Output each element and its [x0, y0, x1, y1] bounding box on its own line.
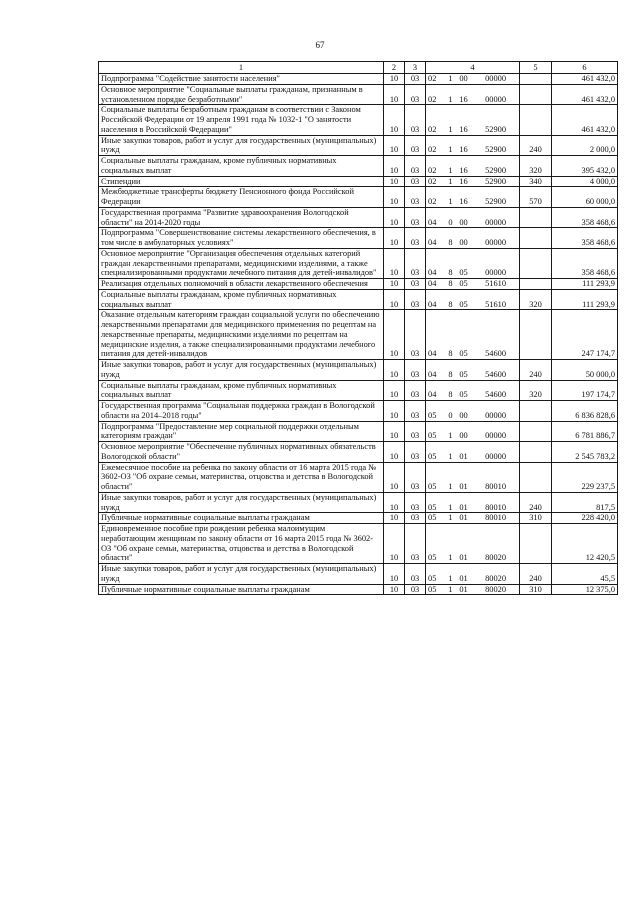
target-article-part: 00 [459, 238, 468, 247]
row-expense-type-code: 240 [520, 360, 552, 381]
target-article-part: 01 [459, 584, 468, 594]
target-article-part: 00 [459, 217, 468, 227]
target-article-part: 05 [459, 299, 468, 309]
row-subsection-code: 03 [405, 421, 426, 442]
target-article-part: 00000 [485, 451, 506, 461]
row-amount: 229 237,5 [552, 462, 618, 492]
row-section-code: 10 [384, 187, 405, 208]
table-row [99, 442, 618, 463]
target-article-part: 02 [428, 145, 437, 155]
row-subsection-code: 03 [405, 207, 426, 228]
row-section-code: 10 [384, 310, 405, 360]
row-name: Основное мероприятие "Организация обеспечения отдельных категорий граждан лекарственными препаратами, медицинскими изделиями, а также специализированными продуктами лечебного питания для детей-инвалидов" [99, 248, 384, 278]
target-article-part: 1 [448, 197, 453, 206]
row-name: Иные закупки товаров, работ и услуг для государственных (муниципальных) нужд [99, 360, 384, 381]
row-target-article-code [426, 176, 520, 187]
row-section-code: 10 [384, 279, 405, 290]
row-name: Иные закупки товаров, работ и услуг для государственных (муниципальных) нужд [99, 564, 384, 585]
row-amount: 45,5 [552, 564, 618, 585]
target-article-part: 52900 [485, 124, 506, 134]
row-name: Реализация отдельных полномочий в области лекарственного обеспечения [99, 279, 384, 290]
row-expense-type-code [520, 401, 552, 422]
target-article-part: 04 [428, 349, 437, 359]
target-article-part: 52900 [485, 145, 506, 155]
row-subsection-code: 03 [405, 513, 426, 524]
row-amount: 247 174,7 [552, 310, 618, 360]
target-article-part: 05 [428, 584, 437, 594]
target-article-part: 16 [459, 176, 468, 186]
target-article-part: 00 [459, 410, 468, 420]
column-header: 5 [520, 62, 552, 74]
target-article-part: 04 [428, 217, 437, 227]
target-article-part: 1 [448, 124, 453, 134]
row-name: Подпрограмма "Предоставление мер социальной поддержки отдельным категориям граждан" [99, 421, 384, 442]
target-article-part: 05 [428, 431, 437, 441]
row-section-code: 10 [384, 74, 405, 85]
row-subsection-code: 03 [405, 74, 426, 85]
table-row [99, 289, 618, 310]
target-article-part: 05 [428, 513, 437, 523]
row-expense-type-code [520, 279, 552, 290]
column-header: 2 [384, 62, 405, 74]
row-subsection-code: 03 [405, 84, 426, 105]
column-header: 1 [99, 62, 384, 74]
row-section-code: 10 [384, 421, 405, 442]
row-name: Стипендии [99, 176, 384, 187]
target-article-part: 1 [448, 553, 453, 563]
row-section-code: 10 [384, 360, 405, 381]
row-target-article-code [426, 421, 520, 442]
table-row [99, 74, 618, 85]
row-subsection-code: 03 [405, 289, 426, 310]
row-name: Единовременное пособие при рождении ребенка малоимущим неработающим женщинам по закону области от 16 марта 2015 года № 3602-ОЗ "Об охране семьи, материнства, отцовства и детства в Вологодской области" [99, 524, 384, 564]
target-article-part: 05 [459, 279, 468, 288]
table-row [99, 248, 618, 278]
target-article-part: 05 [428, 482, 437, 491]
target-article-part: 01 [459, 451, 468, 461]
row-name: Социальные выплаты безработным гражданам в соответствии с Законом Российской Федерации от 19 апреля 1991 года № 1032-1 "О занятости населения в Российской Федерации" [99, 105, 384, 135]
target-article-part: 8 [448, 390, 453, 400]
row-expense-type-code [520, 228, 552, 249]
row-section-code: 10 [384, 492, 405, 513]
row-name: Иные закупки товаров, работ и услуг для государственных (муниципальных) нужд [99, 135, 384, 156]
row-expense-type-code: 320 [520, 380, 552, 401]
table-row [99, 492, 618, 513]
table-row [99, 584, 618, 595]
target-article-part: 05 [428, 573, 437, 583]
row-section-code: 10 [384, 207, 405, 228]
row-target-article-code [426, 207, 520, 228]
row-target-article-code [426, 442, 520, 463]
row-name: Ежемесячное пособие на ребенка по закону области от 16 марта 2015 года № 3602-ОЗ "Об охране семьи, материнства, отцовства и детства в Вологодской области" [99, 462, 384, 492]
row-amount: 12 375,0 [552, 584, 618, 595]
row-section-code: 10 [384, 135, 405, 156]
row-expense-type-code [520, 207, 552, 228]
row-section-code: 10 [384, 176, 405, 187]
target-article-part: 16 [459, 124, 468, 134]
row-name: Подпрограмма "Совершенствование системы лекарственного обеспечения, в том числе в амбулаторных условиях" [99, 228, 384, 249]
table-row [99, 360, 618, 381]
row-name: Социальные выплаты гражданам, кроме публичных нормативных социальных выплат [99, 156, 384, 177]
table-row [99, 524, 618, 564]
target-article-part: 05 [428, 451, 437, 461]
table-row [99, 564, 618, 585]
table-row [99, 187, 618, 208]
row-amount: 358 468,6 [552, 228, 618, 249]
row-expense-type-code: 570 [520, 187, 552, 208]
row-section-code: 10 [384, 84, 405, 105]
target-article-part: 00000 [485, 410, 506, 420]
target-article-part: 05 [459, 369, 468, 379]
target-article-part: 04 [428, 279, 437, 288]
row-amount: 197 174,7 [552, 380, 618, 401]
target-article-part: 8 [448, 238, 453, 247]
target-article-part: 02 [428, 197, 437, 206]
target-article-part: 05 [459, 268, 468, 278]
row-amount: 358 468,6 [552, 248, 618, 278]
row-name: Социальные выплаты гражданам, кроме публичных нормативных социальных выплат [99, 289, 384, 310]
target-article-part: 04 [428, 238, 437, 247]
row-name: Публичные нормативные социальные выплаты гражданам [99, 513, 384, 524]
row-name: Государственная программа "Развитие здравоохранения Вологодской области" на 2014-2020 годы [99, 207, 384, 228]
target-article-part: 51610 [485, 279, 506, 288]
row-expense-type-code: 340 [520, 176, 552, 187]
target-article-part: 8 [448, 299, 453, 309]
row-subsection-code: 03 [405, 564, 426, 585]
row-target-article-code [426, 462, 520, 492]
row-amount: 817,5 [552, 492, 618, 513]
row-subsection-code: 03 [405, 176, 426, 187]
row-expense-type-code [520, 248, 552, 278]
row-subsection-code: 03 [405, 279, 426, 290]
target-article-part: 80010 [485, 502, 506, 512]
target-article-part: 1 [448, 94, 453, 104]
target-article-part: 00 [459, 74, 468, 83]
target-article-part: 1 [448, 451, 453, 461]
target-article-part: 05 [428, 553, 437, 563]
table-row [99, 135, 618, 156]
row-subsection-code: 03 [405, 156, 426, 177]
row-target-article-code [426, 513, 520, 524]
target-article-part: 1 [448, 573, 453, 583]
target-article-part: 00000 [485, 217, 506, 227]
target-article-part: 04 [428, 369, 437, 379]
row-expense-type-code [520, 310, 552, 360]
row-expense-type-code [520, 105, 552, 135]
target-article-part: 0 [448, 410, 453, 420]
row-name: Иные закупки товаров, работ и услуг для государственных (муниципальных) нужд [99, 492, 384, 513]
row-section-code: 10 [384, 228, 405, 249]
row-expense-type-code [520, 524, 552, 564]
target-article-part: 80020 [485, 573, 506, 583]
target-article-part: 05 [428, 410, 437, 420]
row-amount: 4 000,0 [552, 176, 618, 187]
row-expense-type-code: 310 [520, 513, 552, 524]
row-subsection-code: 03 [405, 584, 426, 595]
target-article-part: 00 [459, 431, 468, 441]
row-amount: 395 432,0 [552, 156, 618, 177]
target-article-part: 80020 [485, 584, 506, 594]
row-subsection-code: 03 [405, 105, 426, 135]
row-section-code: 10 [384, 401, 405, 422]
row-expense-type-code: 240 [520, 564, 552, 585]
row-amount: 60 000,0 [552, 187, 618, 208]
row-expense-type-code: 240 [520, 492, 552, 513]
target-article-part: 05 [459, 390, 468, 400]
table-row [99, 105, 618, 135]
target-article-part: 54600 [485, 390, 506, 400]
budget-table [98, 61, 618, 595]
row-subsection-code: 03 [405, 135, 426, 156]
row-target-article-code [426, 401, 520, 422]
row-subsection-code: 03 [405, 492, 426, 513]
row-section-code: 10 [384, 462, 405, 492]
row-amount: 111 293,9 [552, 279, 618, 290]
row-target-article-code [426, 248, 520, 278]
target-article-part: 04 [428, 299, 437, 309]
target-article-part: 1 [448, 431, 453, 441]
row-amount: 6 836 828,6 [552, 401, 618, 422]
target-article-part: 0 [448, 217, 453, 227]
target-article-part: 04 [428, 390, 437, 400]
row-target-article-code [426, 380, 520, 401]
row-expense-type-code: 240 [520, 135, 552, 156]
row-section-code: 10 [384, 442, 405, 463]
row-subsection-code: 03 [405, 228, 426, 249]
table-row [99, 176, 618, 187]
target-article-part: 02 [428, 94, 437, 104]
row-expense-type-code [520, 442, 552, 463]
table-row [99, 228, 618, 249]
target-article-part: 52900 [485, 165, 506, 175]
target-article-part: 00000 [485, 74, 506, 83]
table-row [99, 462, 618, 492]
row-expense-type-code: 320 [520, 289, 552, 310]
page-number: 67 [315, 40, 325, 50]
row-expense-type-code [520, 84, 552, 105]
row-amount: 12 420,5 [552, 524, 618, 564]
row-subsection-code: 03 [405, 187, 426, 208]
table-row [99, 207, 618, 228]
row-subsection-code: 03 [405, 442, 426, 463]
table-row [99, 279, 618, 290]
target-article-part: 1 [448, 145, 453, 155]
column-header: 3 [405, 62, 426, 74]
row-amount: 6 781 886,7 [552, 421, 618, 442]
target-article-part: 02 [428, 74, 437, 83]
row-target-article-code [426, 187, 520, 208]
table-row [99, 421, 618, 442]
row-target-article-code [426, 228, 520, 249]
target-article-part: 05 [428, 502, 437, 512]
row-expense-type-code [520, 421, 552, 442]
target-article-part: 54600 [485, 349, 506, 359]
header-row [99, 62, 618, 74]
row-amount: 358 468,6 [552, 207, 618, 228]
row-amount: 2 000,0 [552, 135, 618, 156]
row-target-article-code [426, 524, 520, 564]
row-expense-type-code [520, 462, 552, 492]
target-article-part: 01 [459, 502, 468, 512]
target-article-part: 16 [459, 94, 468, 104]
row-amount: 228 420,0 [552, 513, 618, 524]
table-row [99, 84, 618, 105]
target-article-part: 8 [448, 369, 453, 379]
target-article-part: 01 [459, 573, 468, 583]
target-article-part: 1 [448, 502, 453, 512]
row-expense-type-code: 310 [520, 584, 552, 595]
row-name: Подпрограмма "Содействие занятости населения" [99, 74, 384, 85]
target-article-part: 02 [428, 124, 437, 134]
row-subsection-code: 03 [405, 462, 426, 492]
row-subsection-code: 03 [405, 310, 426, 360]
target-article-part: 00000 [485, 238, 506, 247]
target-article-part: 8 [448, 279, 453, 288]
row-section-code: 10 [384, 248, 405, 278]
row-section-code: 10 [384, 105, 405, 135]
row-section-code: 10 [384, 584, 405, 595]
row-name: Основное мероприятие "Социальные выплаты гражданам, признанным в установленном порядке безработными" [99, 84, 384, 105]
target-article-part: 01 [459, 513, 468, 523]
row-section-code: 10 [384, 156, 405, 177]
target-article-part: 04 [428, 268, 437, 278]
row-target-article-code [426, 135, 520, 156]
target-article-part: 01 [459, 482, 468, 491]
target-article-part: 02 [428, 176, 437, 186]
target-article-part: 05 [459, 349, 468, 359]
target-article-part: 16 [459, 197, 468, 206]
row-section-code: 10 [384, 380, 405, 401]
target-article-part: 8 [448, 349, 453, 359]
table-row [99, 401, 618, 422]
target-article-part: 52900 [485, 197, 506, 206]
target-article-part: 52900 [485, 176, 506, 186]
row-target-article-code [426, 84, 520, 105]
column-header: 4 [426, 62, 520, 74]
target-article-part: 16 [459, 165, 468, 175]
row-section-code: 10 [384, 289, 405, 310]
row-amount: 2 545 783,2 [552, 442, 618, 463]
row-target-article-code [426, 105, 520, 135]
target-article-part: 54600 [485, 369, 506, 379]
table-row [99, 380, 618, 401]
row-amount: 461 432,0 [552, 84, 618, 105]
row-name: Оказание отдельным категориям граждан социальной услуги по обеспечению лекарственными препаратами для медицинского применения по рецептам на лекарственные препараты, медицинскими изделиями по рецептам на медицинские изделия, а также специализированными продуктами лечебного питания для детей-инвалидов [99, 310, 384, 360]
target-article-part: 80020 [485, 553, 506, 563]
row-target-article-code [426, 360, 520, 381]
row-target-article-code [426, 492, 520, 513]
row-subsection-code: 03 [405, 524, 426, 564]
target-article-part: 51610 [485, 299, 506, 309]
row-amount: 111 293,9 [552, 289, 618, 310]
target-article-part: 1 [448, 165, 453, 175]
table-row [99, 310, 618, 360]
row-section-code: 10 [384, 513, 405, 524]
row-target-article-code [426, 289, 520, 310]
row-subsection-code: 03 [405, 248, 426, 278]
row-amount: 461 432,0 [552, 105, 618, 135]
row-target-article-code [426, 74, 520, 85]
target-article-part: 02 [428, 165, 437, 175]
row-target-article-code [426, 156, 520, 177]
target-article-part: 1 [448, 584, 453, 594]
target-article-part: 01 [459, 553, 468, 563]
target-article-part: 80010 [485, 513, 506, 523]
row-name: Публичные нормативные социальные выплаты гражданам [99, 584, 384, 595]
table-row [99, 156, 618, 177]
row-subsection-code: 03 [405, 360, 426, 381]
row-target-article-code [426, 584, 520, 595]
row-name: Государственная программа "Социальная поддержка граждан в Вологодской области на 2014–2018 годы" [99, 401, 384, 422]
target-article-part: 1 [448, 176, 453, 186]
row-subsection-code: 03 [405, 401, 426, 422]
row-expense-type-code: 320 [520, 156, 552, 177]
row-subsection-code: 03 [405, 380, 426, 401]
target-article-part: 8 [448, 268, 453, 278]
row-target-article-code [426, 310, 520, 360]
table-row [99, 513, 618, 524]
target-article-part: 00000 [485, 268, 506, 278]
target-article-part: 1 [448, 482, 453, 491]
target-article-part: 00000 [485, 431, 506, 441]
target-article-part: 1 [448, 513, 453, 523]
target-article-part: 80010 [485, 482, 506, 491]
table-body [99, 62, 618, 595]
row-target-article-code [426, 564, 520, 585]
target-article-part: 1 [448, 74, 453, 83]
row-amount: 50 000,0 [552, 360, 618, 381]
row-target-article-code [426, 279, 520, 290]
row-name: Межбюджетные трансферты бюджету Пенсионного фонда Российской Федерации [99, 187, 384, 208]
target-article-part: 16 [459, 145, 468, 155]
target-article-part: 00000 [485, 94, 506, 104]
row-amount: 461 432,0 [552, 74, 618, 85]
row-name: Социальные выплаты гражданам, кроме публичных нормативных социальных выплат [99, 380, 384, 401]
row-name: Основное мероприятие "Обеспечение публичных нормативных обязательств Вологодской области" [99, 442, 384, 463]
row-section-code: 10 [384, 564, 405, 585]
column-header: 6 [552, 62, 618, 74]
row-expense-type-code [520, 74, 552, 85]
row-section-code: 10 [384, 524, 405, 564]
